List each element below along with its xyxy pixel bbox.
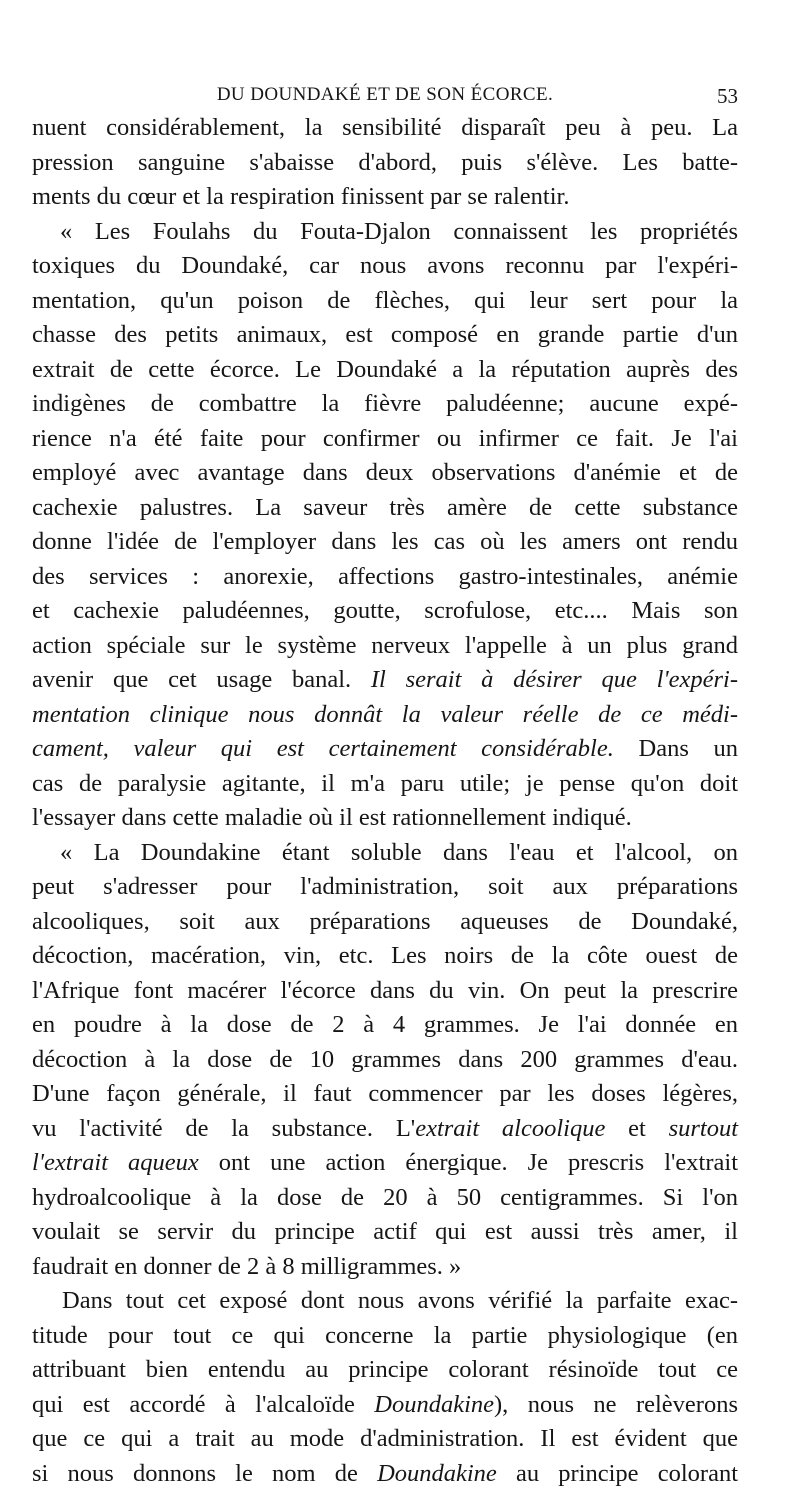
text-line — [32, 1146, 738, 1181]
italic-run: extrait alcoolique — [415, 1115, 605, 1142]
text-run: si nous donnons le nom de — [32, 1460, 377, 1487]
text-run: Dans un — [614, 735, 738, 762]
page-number: 53 — [717, 84, 738, 109]
text-line — [32, 1112, 738, 1147]
text-line: employé avec avantage dans deux observations d'anémie et de — [32, 456, 738, 491]
italic-run: Il serait à désirer que l'expéri- — [371, 666, 738, 693]
text-line: toxiques du Doundaké, car nous avons reconnu par l'expéri- — [32, 249, 738, 284]
text-line: décoction, macération, vin, etc. Les noirs de la côte ouest de — [32, 939, 738, 974]
text-line: peut s'adresser pour l'administration, soit aux préparations — [32, 870, 738, 905]
italic-run: cament, valeur qui est certainement considérable. — [32, 735, 614, 762]
italic-run: l'extrait aqueux — [32, 1149, 199, 1176]
text-run: au principe colorant — [497, 1460, 738, 1487]
text-line: l'Afrique font macérer l'écorce dans du vin. On peut la prescrire — [32, 974, 738, 1009]
text-line: chasse des petits animaux, est composé en grande partie d'un — [32, 318, 738, 353]
text-line: faudrait en donner de 2 à 8 milligrammes. » — [32, 1250, 738, 1285]
text-line: rience n'a été faite pour confirmer ou infirmer ce fait. Je l'ai — [32, 422, 738, 457]
text-line: que ce qui a trait au mode d'administration. Il est évident que — [32, 1422, 738, 1457]
italic-run: mentation clinique nous donnât la valeur réelle de ce médi- — [32, 701, 738, 728]
text-run: qui est accordé à l'alcaloïde — [32, 1391, 374, 1418]
text-line: extrait de cette écorce. Le Doundaké a la réputation auprès des — [32, 353, 738, 388]
text-line: hydroalcoolique à la dose de 20 à 50 centigrammes. Si l'on — [32, 1181, 738, 1216]
text-line: des services : anorexie, affections gastro-intestinales, anémie — [32, 560, 738, 595]
text-line — [32, 663, 738, 698]
text-line: l'essayer dans cette maladie où il est rationnellement indiqué. — [32, 801, 738, 836]
text-line: donne l'idée de l'employer dans les cas où les amers ont rendu — [32, 525, 738, 560]
text-run: avenir que cet usage banal. — [32, 666, 371, 693]
text-line — [32, 1388, 738, 1423]
text-line: Dans tout cet exposé dont nous avons vérifié la parfaite exac- — [32, 1284, 738, 1319]
text-line: nuent considérablement, la sensibilité disparaît peu à peu. La — [32, 111, 738, 146]
text-line: indigènes de combattre la fièvre paludéenne; aucune expé- — [32, 387, 738, 422]
italic-run: surtout — [669, 1115, 738, 1142]
text-line: décoction à la dose de 10 grammes dans 200 grammes d'eau. — [32, 1043, 738, 1078]
italic-run: Doundakine — [377, 1460, 497, 1487]
italic-run: Doundakine — [374, 1391, 494, 1418]
text-line: ments du cœur et la respiration finissent par se ralentir. — [32, 180, 738, 215]
text-line: D'une façon générale, il faut commencer par les doses légères, — [32, 1077, 738, 1112]
text-line — [32, 698, 738, 733]
text-run: ), nous ne relèverons — [494, 1391, 738, 1418]
text-run: ont une action énergique. Je prescris l'extrait — [199, 1149, 738, 1176]
text-line: titude pour tout ce qui concerne la partie physiologique (en — [32, 1319, 738, 1354]
text-line: pression sanguine s'abaisse d'abord, puis s'élève. Les batte- — [32, 146, 738, 181]
text-line: « Les Foulahs du Fouta-Djalon connaissent les propriétés — [32, 215, 738, 250]
text-line: action spéciale sur le système nerveux l'appelle à un plus grand — [32, 629, 738, 664]
text-line: cas de paralysie agitante, il m'a paru utile; je pense qu'on doit — [32, 767, 738, 802]
text-run: et — [605, 1115, 668, 1142]
text-line: voulait se servir du principe actif qui est aussi très amer, il — [32, 1215, 738, 1250]
text-line: attribuant bien entendu au principe colorant résinoïde tout ce — [32, 1353, 738, 1388]
text-line: « La Doundakine étant soluble dans l'eau et l'alcool, on — [32, 836, 738, 871]
text-line: en poudre à la dose de 2 à 4 grammes. Je l'ai donnée en — [32, 1008, 738, 1043]
body-text — [32, 111, 738, 1491]
text-line: cachexie palustres. La saveur très amère de cette substance — [32, 491, 738, 526]
running-head: DU DOUNDAKÉ ET DE SON ÉCORCE. — [32, 84, 738, 106]
text-line — [32, 732, 738, 767]
text-line: mentation, qu'un poison de flèches, qui leur sert pour la — [32, 284, 738, 319]
text-run: vu l'activité de la substance. L' — [32, 1115, 415, 1142]
text-line: et cachexie paludéennes, goutte, scrofulose, etc.... Mais son — [32, 594, 738, 629]
text-line: alcooliques, soit aux préparations aqueuses de Doundaké, — [32, 905, 738, 940]
page-header — [32, 84, 738, 110]
text-line — [32, 1457, 738, 1491]
